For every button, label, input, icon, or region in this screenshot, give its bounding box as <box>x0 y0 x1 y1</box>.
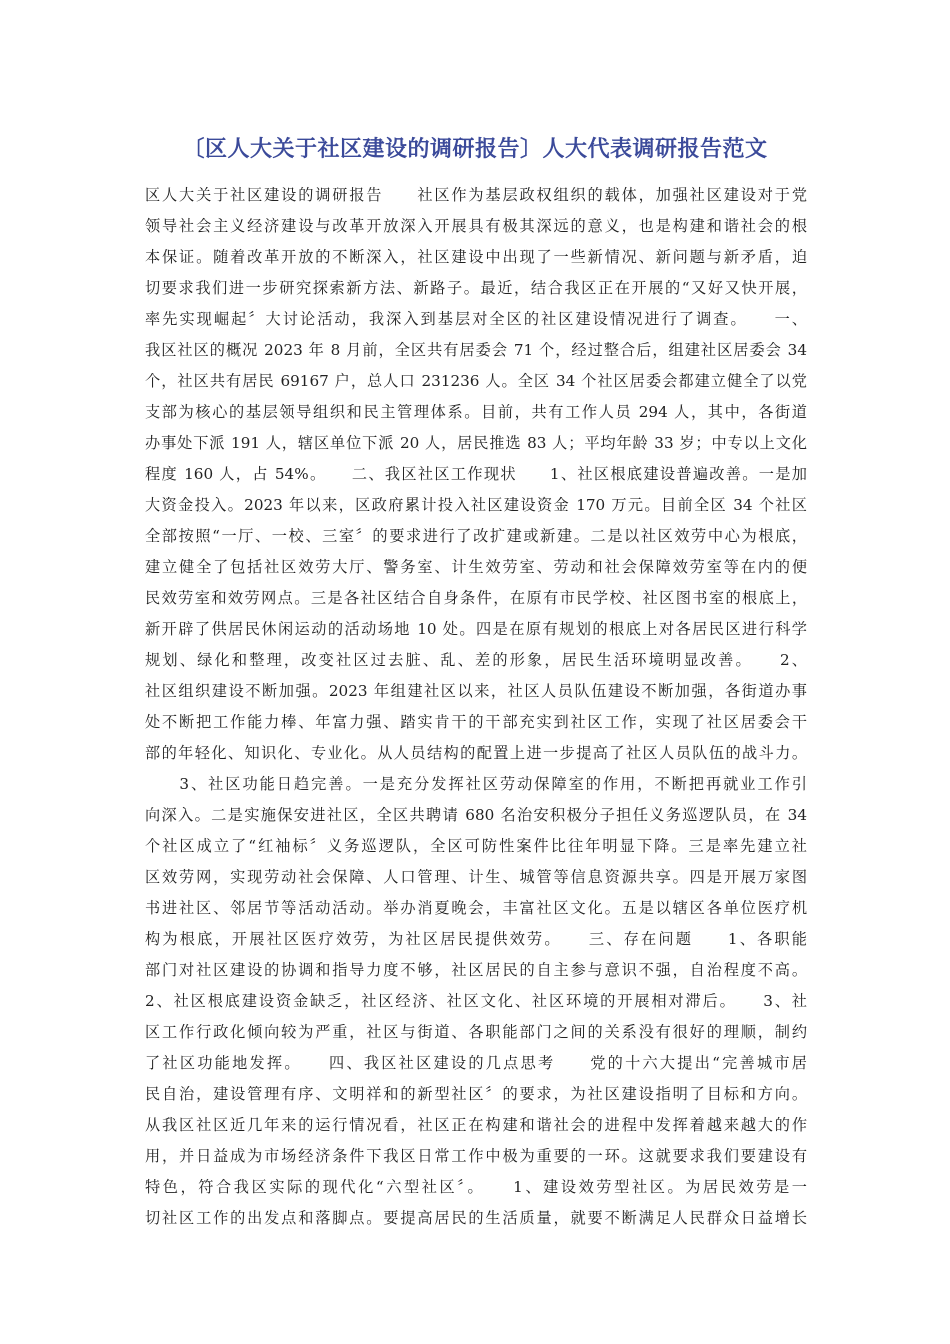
body-line: 领导社会主义经济建设与改革开放深入开展具有极其深远的意义，也是构建和谐社会的根 <box>145 217 807 235</box>
body-line: 办事处下派 191 人，辖区单位下派 20 人，居民推选 83 人；平均年龄 33 岁；中专以上文化 <box>145 434 807 452</box>
body-line: 切社区工作的出发点和落脚点。要提高居民的生活质量，就要不断满足人民群众日益增长 <box>145 1209 807 1227</box>
body-line: 书进社区、邻居节等活动活动。举办消夏晚会，丰富社区文化。五是以辖区各单位医疗机 <box>145 899 807 917</box>
document-body <box>145 180 807 1234</box>
body-line: 向深入。二是实施保安进社区，全区共聘请 680 名治安积极分子担任义务巡逻队员，在 34 <box>145 806 807 824</box>
body-line: 区人大关于社区建设的调研报告 社区作为基层政权组织的载体，加强社区建设对于党 <box>145 186 807 204</box>
body-line: 切要求我们进一步研究探索新方法、新路子。最近，结合我区正在开展的“又好又快开展， <box>145 279 807 297</box>
body-line: 构为根底，开展社区医疗效劳，为社区居民提供效劳。 三、存在问题 1、各职能 <box>145 930 807 948</box>
body-line: 2、社区根底建设资金缺乏，社区经济、社区文化、社区环境的开展相对滞后。 3、社 <box>145 992 807 1010</box>
body-line: 民自治，建设管理有序、文明祥和的新型社区〞的要求，为社区建设指明了目标和方向。 <box>145 1085 807 1103</box>
body-line: 本保证。随着改革开放的不断深入，社区建设中出现了一些新情况、新问题与新矛盾，迫 <box>145 248 807 266</box>
body-line: 3、社区功能日趋完善。一是充分发挥社区劳动保障室的作用，不断把再就业工作引 <box>145 775 807 793</box>
document-title: 〔区人大关于社区建设的调研报告〕人大代表调研报告范文 <box>182 137 768 162</box>
body-line: 从我区社区近几年来的运行情况看，社区正在构建和谐社会的进程中发挥着越来越大的作 <box>145 1116 807 1134</box>
body-line: 全部按照“一厅、一校、三室〞的要求进行了改扩建或新建。二是以社区效劳中心为根底， <box>145 527 807 545</box>
body-line: 处不断把工作能力棒、年富力强、踏实肯干的干部充实到社区工作，实现了社区居委会干 <box>145 713 807 731</box>
body-line: 个社区成立了“红袖标〞义务巡逻队，全区可防性案件比往年明显下降。三是率先建立社 <box>145 837 807 855</box>
body-line: 区工作行政化倾向较为严重，社区与街道、各职能部门之间的关系没有很好的理顺，制约 <box>145 1023 807 1041</box>
body-line: 个，社区共有居民 69167 户，总人口 231236 人。全区 34 个社区居委会都建立健全了以党 <box>145 372 807 390</box>
body-line: 新开辟了供居民休闲运动的活动场地 10 处。四是在原有规划的根底上对各居民区进行科学 <box>145 620 807 638</box>
body-line: 特色，符合我区实际的现代化“六型社区〞。 1、建设效劳型社区。为居民效劳是一 <box>145 1178 807 1196</box>
body-line: 建立健全了包括社区效劳大厅、警务室、计生效劳室、劳动和社会保障效劳室等在内的便 <box>145 558 807 576</box>
body-line: 我区社区的概况 2023 年 8 月前，全区共有居委会 71 个，经过整合后，组建社区居委会 34 <box>145 341 807 359</box>
body-line: 了社区功能地发挥。 四、我区社区建设的几点思考 党的十六大提出“完善城市居 <box>145 1054 807 1072</box>
body-line: 支部为核心的基层领导组织和民主管理体系。目前，共有工作人员 294 人，其中，各街道 <box>145 403 807 421</box>
body-line: 规划、绿化和整理，改变社区过去脏、乱、差的形象，居民生活环境明显改善。 2、 <box>145 651 807 669</box>
body-line: 率先实现崛起〞大讨论活动，我深入到基层对全区的社区建设情况进行了调查。 一、 <box>145 310 807 328</box>
body-line: 程度 160 人，占 54%。 二、我区社区工作现状 1、社区根底建设普遍改善。一是加 <box>145 465 807 483</box>
body-line: 部的年轻化、知识化、专业化。从人员结构的配置上进一步提高了社区人员队伍的战斗力。 <box>145 744 807 762</box>
body-line: 区效劳网，实现劳动社会保障、人口管理、计生、城管等信息资源共享。四是开展万家图 <box>145 868 807 886</box>
body-line: 用，并日益成为市场经济条件下我区日常工作中极为重要的一环。这就要求我们要建设有 <box>145 1147 807 1165</box>
body-line: 民效劳室和效劳网点。三是各社区结合自身条件，在原有市民学校、社区图书室的根底上， <box>145 589 807 607</box>
body-line: 部门对社区建设的协调和指导力度不够，社区居民的自主参与意识不强，自治程度不高。 <box>145 961 807 979</box>
body-line: 社区组织建设不断加强。2023 年组建社区以来，社区人员队伍建设不断加强，各街道办事 <box>145 682 807 700</box>
body-line: 大资金投入。2023 年以来，区政府累计投入社区建设资金 170 万元。目前全区 34 个社区 <box>145 496 807 514</box>
